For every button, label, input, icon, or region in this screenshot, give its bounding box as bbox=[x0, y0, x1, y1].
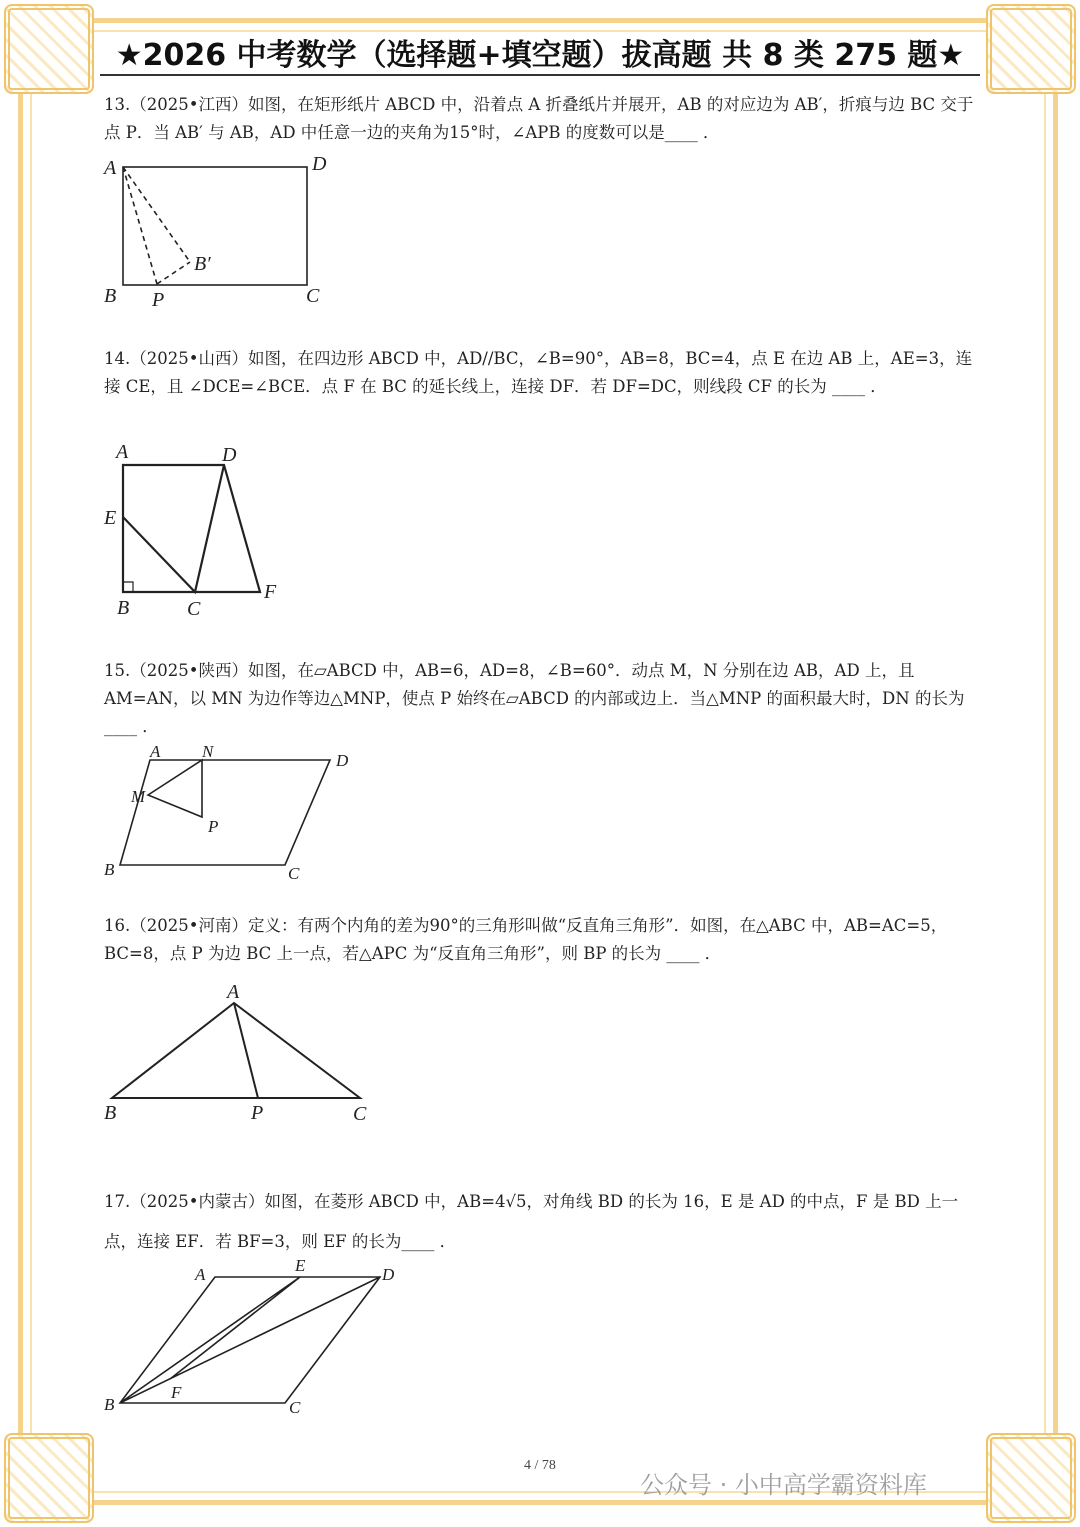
label-B: B bbox=[104, 1102, 117, 1124]
label-C: C bbox=[289, 1398, 301, 1417]
label-P: P bbox=[152, 289, 165, 311]
question-16-text: 16.（2025•河南）定义：有两个内角的差为90°的三角形叫做“反直角三角形”．如图，在△ABC 中，AB=AC=5，BC=8，点 P 为边 BC 上一点，若△APC 为“反直角三角形”，则 BP 的长为 ____ ． bbox=[104, 916, 948, 963]
figure-13 bbox=[102, 153, 327, 311]
label-D: D bbox=[312, 153, 327, 175]
label-A: A bbox=[104, 157, 117, 179]
question-17-text: 17.（2025•内蒙古）如图，在菱形 ABCD 中，AB=4√5，对角线 BD 的长为 16，E 是 AD 的中点，F 是 BD 上一点，连接 EF．若 BF=3，则 EF 的长为____ ． bbox=[104, 1192, 959, 1251]
label-M: M bbox=[131, 787, 146, 806]
label-P: P bbox=[251, 1102, 264, 1124]
label-B: B bbox=[117, 597, 130, 619]
page-title: ★2026 中考数学（选择题+填空题）拔高题 共 8 类 275 题★ bbox=[115, 38, 965, 73]
question-14-text: 14.（2025•山西）如图，在四边形 ABCD 中，AD//BC，∠B=90°，AB=8，BC=4，点 E 在边 AB 上，AE=3，连接 CE，且 ∠DCE=∠BCE．点 F 在 BC 的延长线上，连接 DF．若 DF=DC，则线段 CF 的长为 ____ ． bbox=[104, 349, 973, 396]
figure-17 bbox=[104, 1256, 395, 1417]
label-P: P bbox=[208, 817, 219, 836]
label-D: D bbox=[336, 751, 349, 770]
label-C: C bbox=[187, 598, 201, 620]
label-F: F bbox=[171, 1383, 182, 1402]
label-A: A bbox=[227, 981, 240, 1003]
label-N: N bbox=[202, 742, 214, 761]
label-D: D bbox=[222, 444, 237, 466]
label-B: B bbox=[104, 1395, 115, 1414]
label-A: A bbox=[195, 1265, 206, 1284]
label-B: B bbox=[104, 860, 115, 879]
page-number: 4 / 78 bbox=[524, 1458, 556, 1473]
label-C: C bbox=[288, 864, 300, 883]
label-E: E bbox=[104, 507, 117, 529]
figure-16 bbox=[104, 981, 367, 1125]
label-D: D bbox=[382, 1265, 395, 1284]
label-A: A bbox=[116, 441, 129, 463]
question-15-text: 15.（2025•陕西）如图，在▱ABCD 中，AB=6，AD=8，∠B=60°．动点 M，N 分别在边 AB，AD 上，且 AM=AN，以 MN 为边作等边△MNP，使点 P 始终在▱ABCD 的内部或边上．当△MNP 的面积最大时，DN 的长为 ____ ． bbox=[104, 661, 965, 736]
figure-14 bbox=[103, 441, 277, 620]
figure-15 bbox=[104, 742, 349, 883]
label-C: C bbox=[353, 1103, 367, 1125]
label-F: F bbox=[264, 581, 277, 603]
label-E: E bbox=[295, 1256, 306, 1275]
label-C: C bbox=[306, 285, 320, 307]
label-A: A bbox=[150, 742, 161, 761]
question-13-text: 13.（2025•江西）如图，在矩形纸片 ABCD 中，沿着点 A 折叠纸片并展开，AB 的对应边为 AB′，折痕与边 BC 交于点 P．当 AB′ 与 AB，AD 中任意一边的夹角为15°时，∠APB 的度数可以是____ ． bbox=[104, 95, 974, 142]
label-B-prime: B′ bbox=[194, 253, 211, 275]
label-B: B bbox=[104, 285, 117, 307]
watermark: 公众号 · 小中高学霸资料库 bbox=[640, 1471, 927, 1499]
